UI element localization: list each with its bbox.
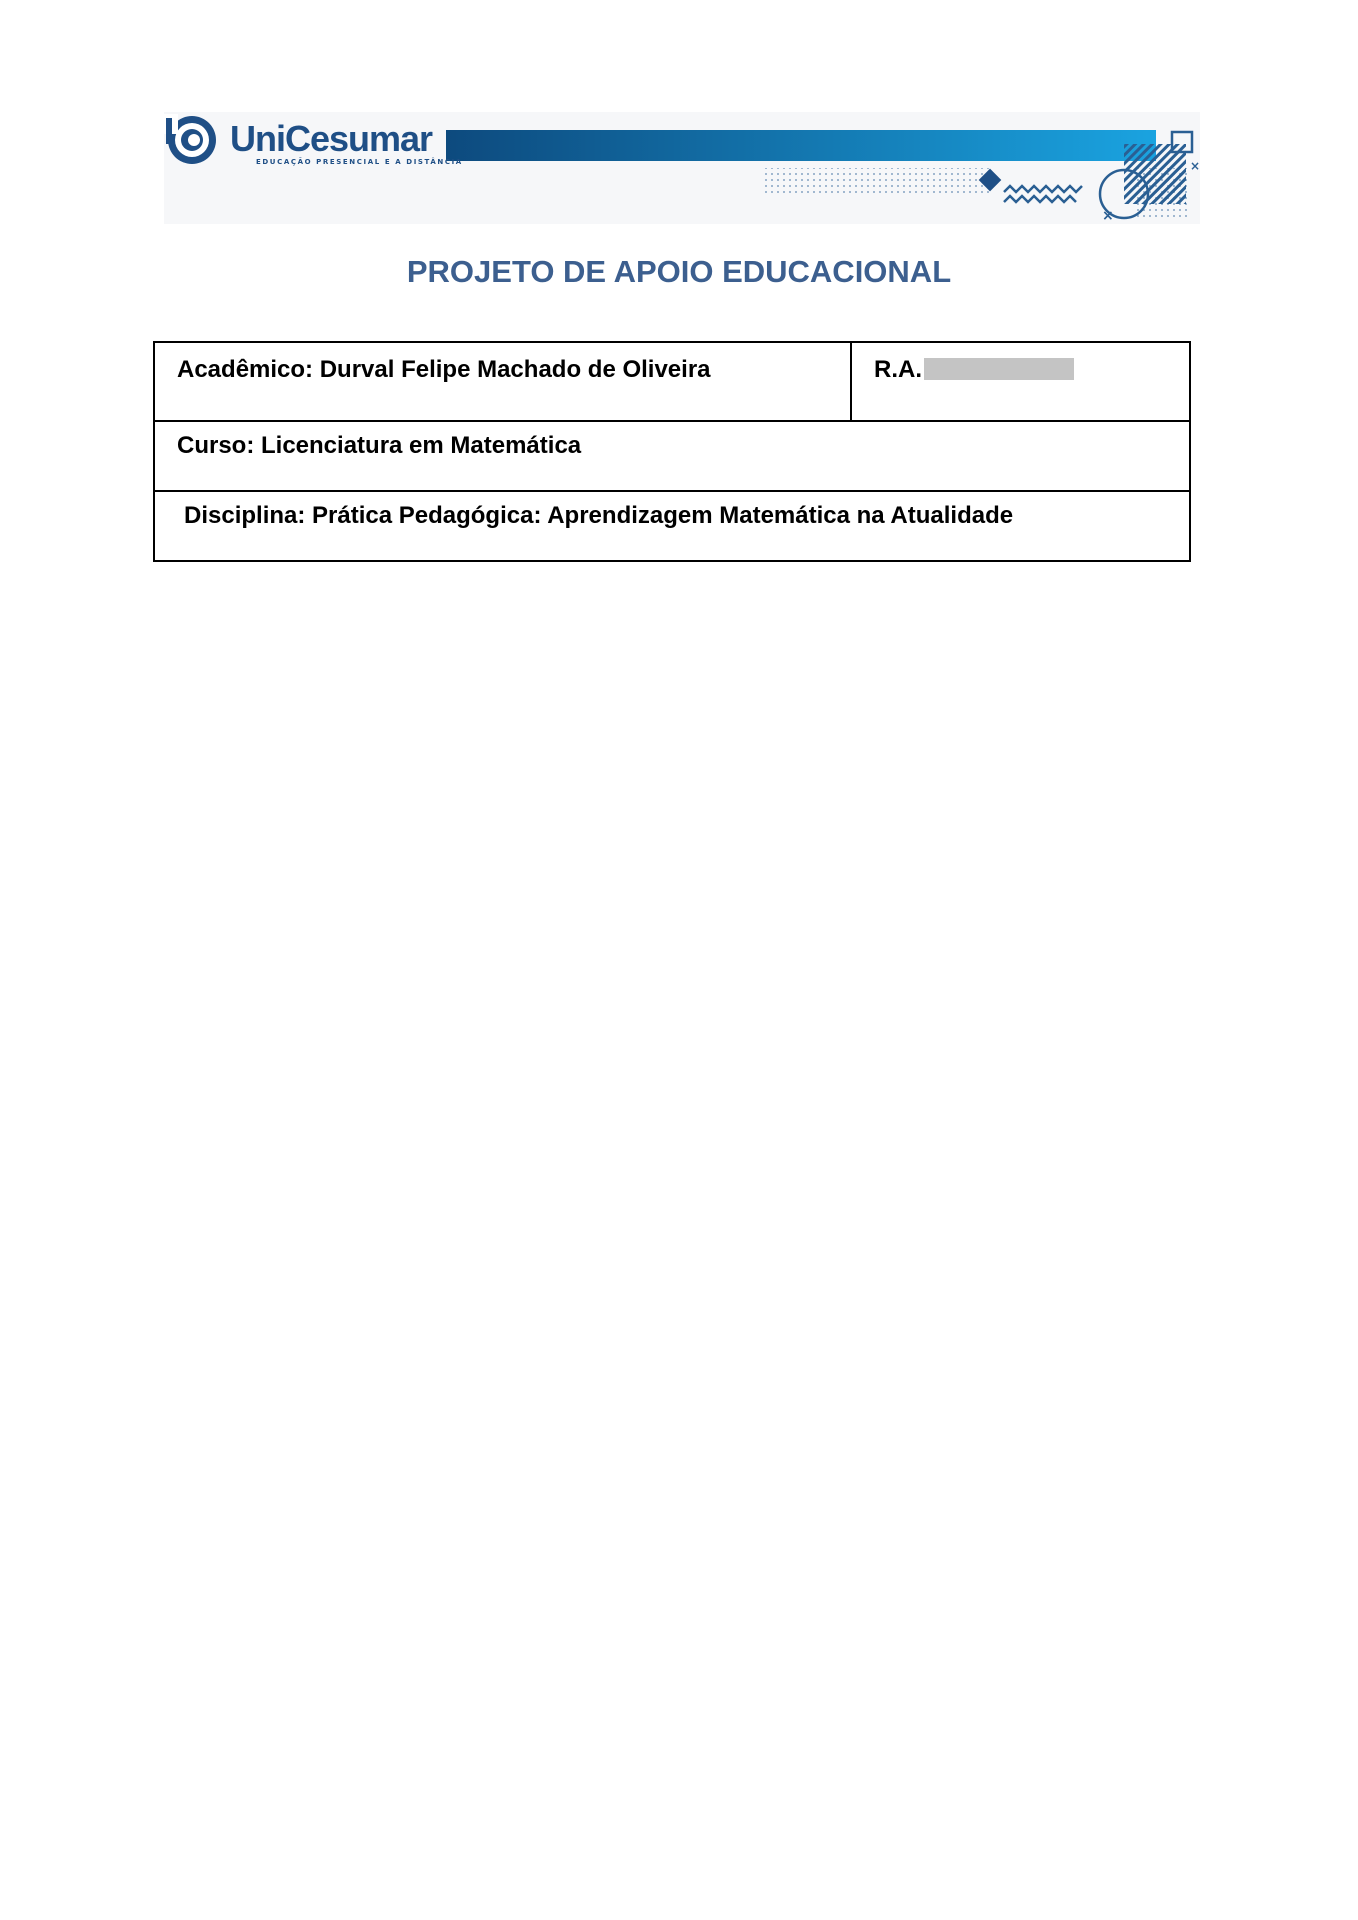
svg-text:×: × — [1190, 159, 1200, 173]
brand-name: UniCesumar — [230, 118, 433, 159]
logo-mark-icon — [164, 114, 224, 168]
unicesumar-logo — [164, 112, 463, 172]
course-cell — [154, 421, 1190, 491]
ra-redacted-box — [924, 358, 1074, 380]
ra-label: R.A. — [874, 356, 922, 383]
svg-text:×: × — [1102, 208, 1114, 224]
ra-cell — [851, 342, 1190, 421]
brand-tagline: EDUCAÇÃO PRESENCIAL E A DISTÂNCIA — [256, 158, 463, 166]
academic-name: Acadêmico: Durval Felipe Machado de Oliveira — [177, 356, 711, 383]
discipline-cell — [154, 491, 1190, 561]
page-title: PROJETO DE APOIO EDUCACIONAL — [406, 254, 952, 289]
discipline-text: Disciplina: Prática Pedagógica: Aprendizagem Matemática na Atualidade — [184, 502, 1014, 529]
table-row — [154, 421, 1190, 491]
academic-cell — [154, 342, 851, 421]
table-row — [154, 342, 1190, 421]
header-banner — [164, 112, 1200, 224]
student-info-table — [153, 341, 1191, 562]
table-row — [154, 491, 1190, 561]
course-text: Curso: Licenciatura em Matemática — [177, 432, 582, 459]
